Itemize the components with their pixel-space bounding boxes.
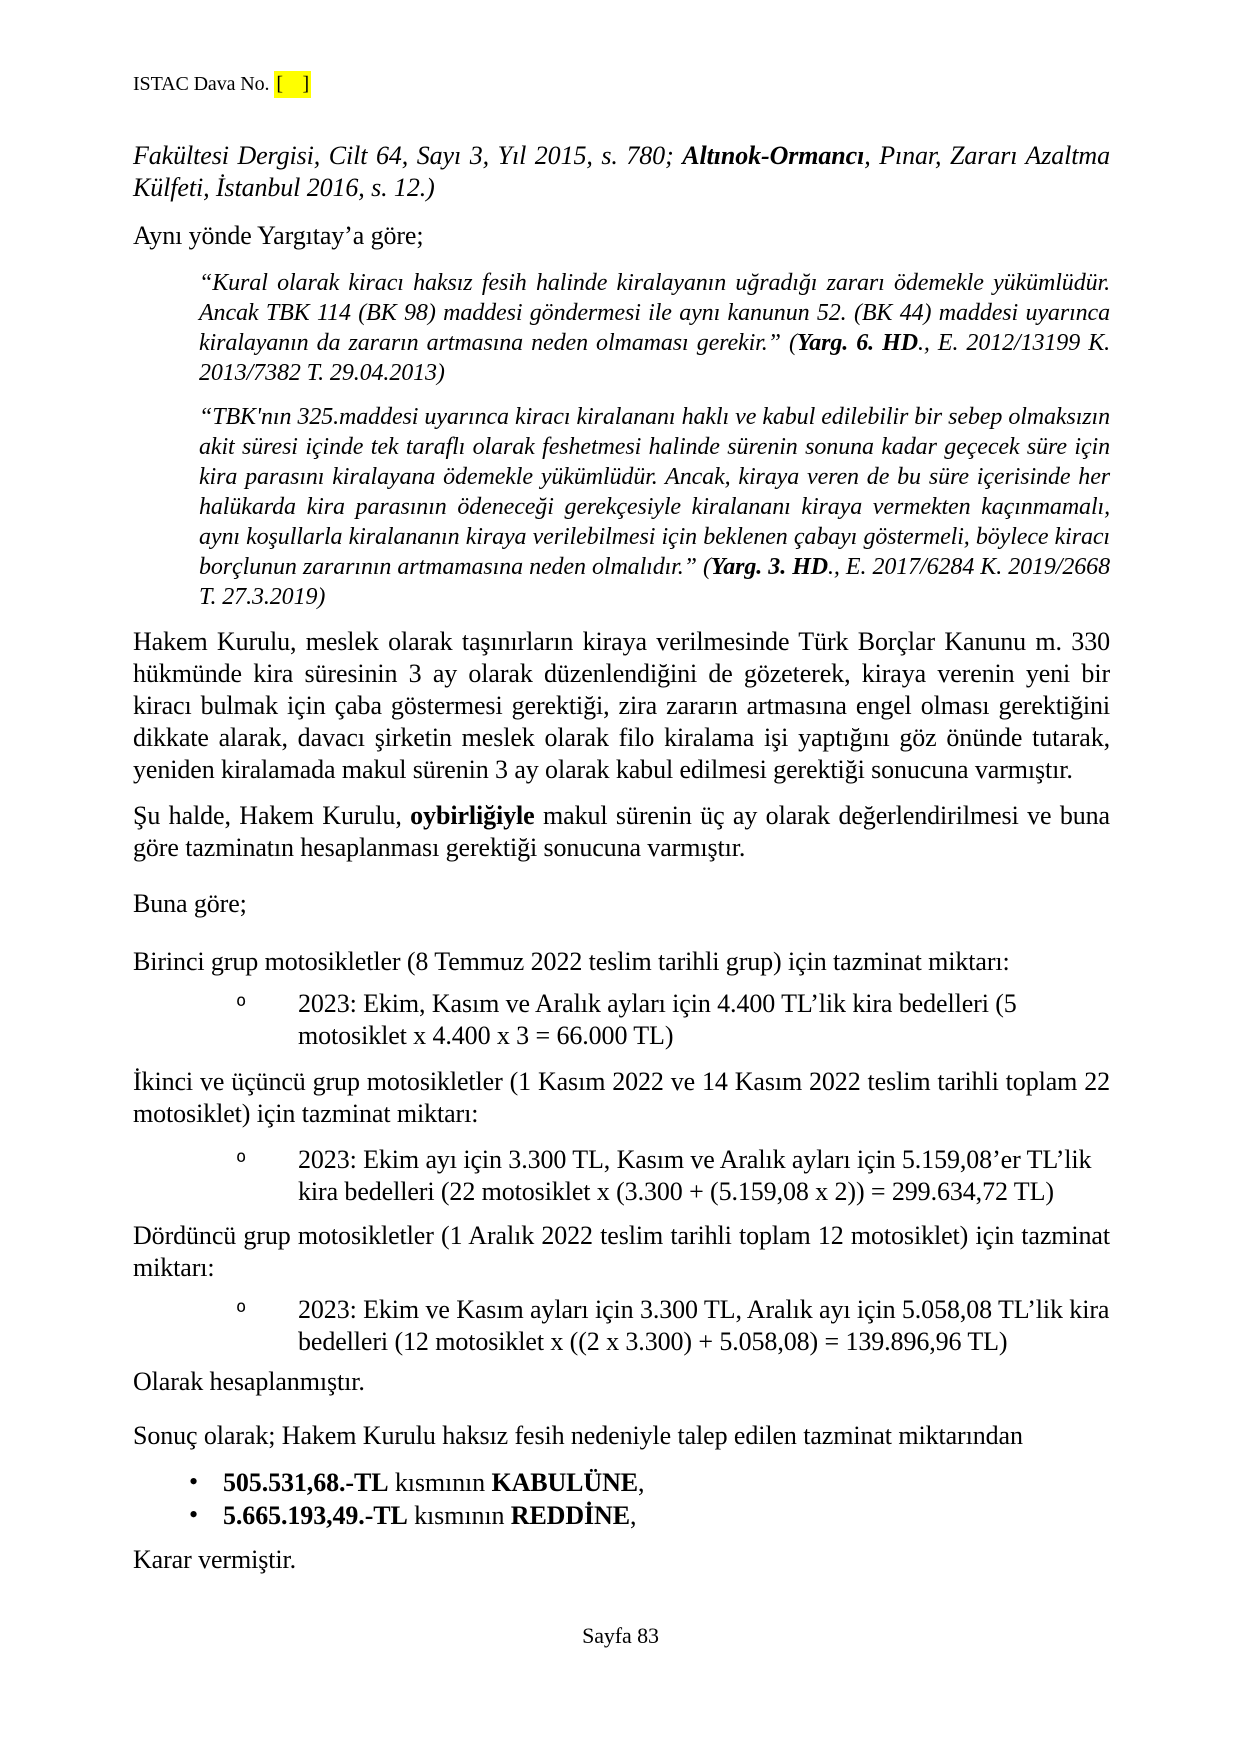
quote-2-court-name: Yarg. 3. HD bbox=[710, 554, 828, 580]
accepted-tail: , bbox=[638, 1468, 645, 1497]
quote-2-case-cite: ., E. 2017/6284 K. 2019/2668 T. 27.3.2019) bbox=[199, 554, 1110, 610]
unanimity-text-post: makul sürenin üç ay olarak değerlendirilmesi ve buna göre tazminatın hesaplanması gerektiği sonucuna varmıştır. bbox=[133, 801, 1110, 862]
accepted-amount: 505.531,68.-TL bbox=[223, 1468, 389, 1497]
buna-gore-paragraph: Buna göre; bbox=[133, 889, 247, 918]
group-1-calculation-item bbox=[133, 988, 1110, 1052]
accepted-verdict: KABULÜNE bbox=[491, 1468, 639, 1497]
rejected-amount: 5.665.193,49.-TL bbox=[223, 1501, 408, 1530]
court-quote-1 bbox=[199, 268, 1110, 388]
disc-bullet-icon: • bbox=[189, 1467, 199, 1496]
case-number-header bbox=[133, 70, 1110, 98]
citation-text-post: , Pınar, Zararı Azaltma Külfeti, İstanbul 2016, s. 12.) bbox=[133, 141, 1110, 202]
disc-bullet-icon: • bbox=[189, 1500, 199, 1529]
decision-list bbox=[133, 1466, 1110, 1532]
group-1-calculation-text: 2023: Ekim, Kasım ve Aralık ayları için 4.400 TL’lik kira bedelleri (5 motosiklet x 4.400 x 3 = 66.000 TL) bbox=[298, 989, 1017, 1050]
rejected-mid-text: kısmının bbox=[407, 1501, 511, 1530]
group-3-calculation-text: 2023: Ekim ve Kasım ayları için 3.300 TL, Aralık ayı için 5.058,08 TL’lik kira bedelleri (12 motosiklet x ((2 x 3.300) + 5.058,08) = 139.896,96 TL) bbox=[298, 1295, 1110, 1356]
citation-text-pre: Fakültesi Dergisi, Cilt 64, Sayı 3, Yıl 2015, s. 780; bbox=[133, 141, 683, 170]
case-number-label: ISTAC Dava No. bbox=[133, 73, 270, 95]
accepted-mid-text: kısmının bbox=[388, 1468, 492, 1497]
group-2-calculation-item bbox=[133, 1144, 1110, 1208]
group-3-title: Dördüncü grup motosikletler (1 Aralık 2022 teslim tarihli toplam 12 motosiklet) için tazminat miktarı: bbox=[133, 1221, 1110, 1282]
conclusion-intro-paragraph: Sonuç olarak; Hakem Kurulu haksız fesih nedeniyle talep edilen tazminat miktarından bbox=[133, 1421, 1023, 1450]
circle-bullet-icon: o bbox=[236, 1147, 247, 1167]
quote-1-court-name: Yarg. 6. HD bbox=[796, 330, 918, 356]
group-1-title: Birinci grup motosikletler (8 Temmuz 2022 teslim tarihli grup) için tazminat miktarı: bbox=[133, 947, 1010, 976]
circle-bullet-icon: o bbox=[236, 991, 247, 1011]
unanimity-bold-word: oybirliğiyle bbox=[410, 801, 535, 830]
circle-bullet-icon: o bbox=[236, 1297, 247, 1317]
decision-accepted-text bbox=[223, 1468, 644, 1497]
unanimity-paragraph bbox=[133, 800, 1110, 864]
group-3-calculation-item bbox=[133, 1294, 1110, 1358]
rejected-tail: , bbox=[629, 1501, 637, 1530]
case-number-redaction-highlight: [ ] bbox=[274, 71, 311, 98]
page-number: Sayfa 83 bbox=[582, 1623, 659, 1648]
quote-1-text: “Kural olarak kiracı haksız fesih halinde kiralayanın uğradığı zararı ödemekle yükümlüdür. Ancak TBK 114 (BK 98) maddesi göndermesi ile aynı kanunun 52. (BK 44) maddesi uyarınca kiralayanın da zararın artmasına neden olmaması gerekir.” ( bbox=[199, 270, 1110, 356]
tribunal-reasoning-paragraph: Hakem Kurulu, meslek olarak taşınırların kiraya verilmesinde Türk Borçlar Kanunu m. 330 hükmünde kira süresinin 3 ay olarak düzenlendiğini de gözeterek, kiraya verenin yeni bir kiracı bulmak için çaba göstermesi gerektiği, zira zararın artmasına engel olması gerektiğini dikkate alarak, davacı şirketin meslek olarak filo kiralama işi yaptığını göz önünde tutarak, yeniden kiralamada makul sürenin 3 ay olarak kabul edilmesi gerektiği sonucuna varmıştır. bbox=[133, 627, 1110, 784]
citation-tail-paragraph bbox=[133, 140, 1110, 204]
group-2-calculation-text: 2023: Ekim ayı için 3.300 TL, Kasım ve Aralık ayları için 5.159,08’er TL’lik kira bedelleri (22 motosiklet x (3.300 + (5.159,08 x 2)) = 299.634,72 TL) bbox=[298, 1145, 1092, 1206]
olarak-paragraph: Olarak hesaplanmıştır. bbox=[133, 1367, 365, 1396]
group-2-title: İkinci ve üçüncü grup motosikletler (1 Kasım 2022 ve 14 Kasım 2022 teslim tarihli toplam 22 motosiklet) için tazminat miktarı: bbox=[133, 1067, 1110, 1128]
decision-item-rejected bbox=[133, 1499, 1110, 1532]
page-footer bbox=[0, 1622, 1241, 1650]
quote-1-case-cite: ., E. 2012/13199 K. 2013/7382 T. 29.04.2013) bbox=[199, 330, 1111, 386]
intro-paragraph: Aynı yönde Yargıtay’a göre; bbox=[133, 221, 424, 250]
rejected-verdict: REDDİNE bbox=[510, 1501, 630, 1530]
citation-author-name: Altınok-Ormancı bbox=[682, 141, 865, 170]
karar-paragraph: Karar vermiştir. bbox=[133, 1545, 297, 1574]
document-content bbox=[133, 0, 1110, 1576]
court-quote-2 bbox=[199, 402, 1110, 612]
unanimity-text-pre: Şu halde, Hakem Kurulu, bbox=[133, 801, 411, 830]
decision-item-accepted bbox=[133, 1466, 1110, 1499]
quote-2-text: “TBK'nın 325.maddesi uyarınca kiracı kiralananı haklı ve kabul edilebilir bir sebep olmaksızın akit süresi içinde tek taraflı olarak feshetmesi halinde sürenin sonuna kadar geçecek süre için kira parasını kiralayana ödemekle yükümlüdür. Ancak, kiraya veren de bu süre içerisinde her halükarda kira parasının ödeneceği gerekçesiyle kiralananı kiraya vermekten kaçınmamalı, aynı koşullarla kiralananın kiraya verilebilmesi için beklenen çabayı göstermeli, böylece kiracı borçlunun zararının artmamasına neden olmalıdır.” ( bbox=[199, 404, 1110, 580]
decision-rejected-text bbox=[223, 1501, 636, 1530]
